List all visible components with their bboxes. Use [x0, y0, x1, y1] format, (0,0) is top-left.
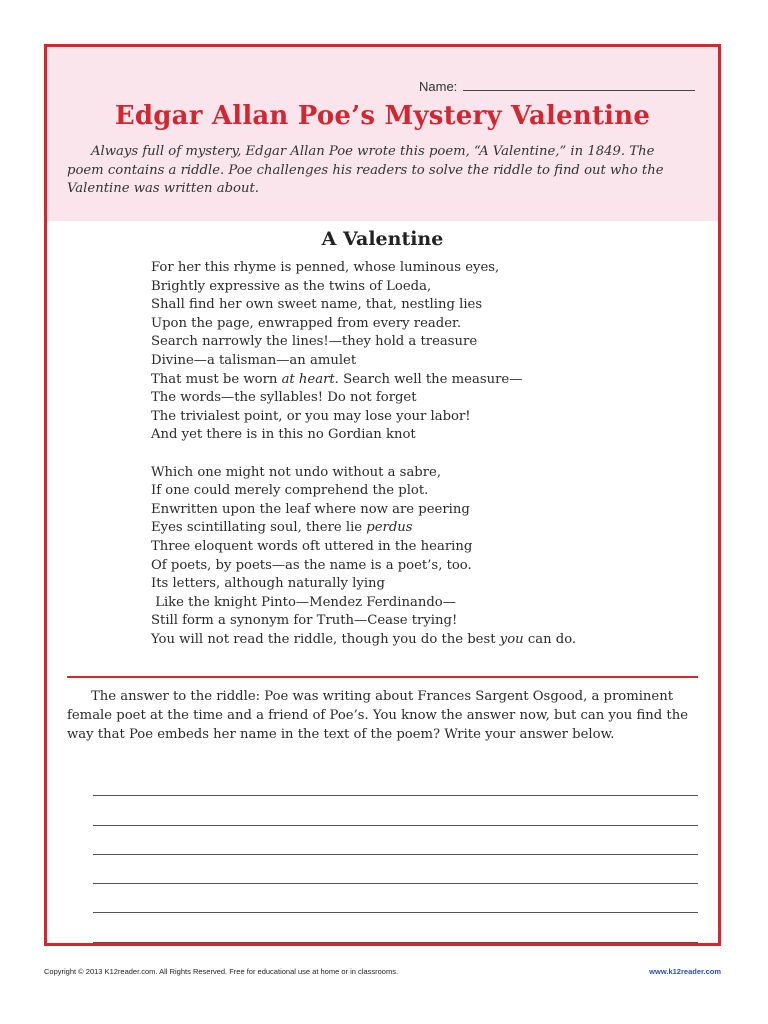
intro-paragraph: Always full of mystery, Edgar Allan Poe wrote this poem, “A Valentine,” in 1849. The poem contains a riddle. Poe challenges his readers to solve the riddle to find out who the Valentine was written about.	[67, 144, 664, 196]
website-link[interactable]: www.k12reader.com	[649, 967, 721, 976]
name-label: Name:	[419, 79, 458, 94]
poem-line: Shall find her own sweet name, that, nestling lies	[151, 297, 483, 313]
writing-line[interactable]	[93, 767, 698, 796]
poem-body	[151, 259, 671, 649]
poem-line: Search narrowly the lines!—they hold a treasure	[151, 334, 478, 350]
poem-line-text: Search well the measure—	[338, 371, 523, 387]
stanza-gap	[151, 445, 671, 464]
poem-emphasis: perdus	[366, 520, 413, 536]
page-title: Edgar Allan Poe’s Mystery Valentine	[114, 101, 651, 131]
poem-line: Divine—a talisman—an amulet	[151, 352, 357, 368]
poem-line: Brightly expressive as the twins of Loeda,	[151, 278, 432, 294]
section-divider	[67, 676, 698, 678]
poem-line: Upon the page, enwrapped from every reader.	[151, 315, 462, 331]
writing-line[interactable]	[93, 884, 698, 913]
poem-line-text: That must be worn	[151, 371, 282, 387]
poem-line: Of poets, by poets—as the name is a poet’s, too.	[151, 557, 472, 573]
poem-emphasis: at heart.	[281, 371, 339, 387]
answer-writing-lines	[93, 767, 698, 943]
answer-paragraph: The answer to the riddle: Poe was writing about Frances Sargent Osgood, a prominent female poet at the time and a friend of Poe’s. You know the answer now, but can you find the way that Poe embeds her name in the text of the poem? Write your answer below.	[67, 689, 689, 742]
poem-line: The trivialest point, or you may lose your labor!	[151, 408, 471, 424]
writing-line[interactable]	[93, 826, 698, 855]
writing-line[interactable]	[93, 855, 698, 884]
poem-line: Like the knight Pinto—Mendez Ferdinando—	[151, 594, 456, 610]
writing-line[interactable]	[93, 913, 698, 942]
name-blank-line[interactable]	[463, 79, 695, 91]
name-field	[419, 79, 695, 94]
poem-line: The words—the syllables! Do not forget	[151, 390, 417, 406]
poem-line: Its letters, although naturally lying	[151, 576, 385, 592]
poem-line	[151, 631, 671, 650]
poem-emphasis: you	[499, 631, 524, 647]
copyright-notice: Copyright © 2013 K12reader.com. All Rights Reserved. Free for educational use at home or in classrooms.	[44, 967, 399, 976]
poem-line	[151, 519, 671, 538]
poem-line: Three eloquent words oft uttered in the hearing	[151, 538, 473, 554]
worksheet-frame	[44, 44, 721, 946]
poem-line: Still form a synonym for Truth—Cease trying!	[151, 613, 458, 629]
poem-line-text: You will not read the riddle, though you do the best	[151, 631, 500, 647]
poem-line: And yet there is in this no Gordian knot	[151, 427, 416, 443]
poem-line	[151, 371, 671, 390]
header-panel	[47, 47, 718, 221]
poem-line: If one could merely comprehend the plot.	[151, 483, 429, 499]
poem-line-text: Eyes scintillating soul, there lie	[151, 520, 367, 536]
poem-line: Enwritten upon the leaf where now are peering	[151, 501, 470, 517]
poem-line: Which one might not undo without a sabre,	[151, 464, 442, 480]
poem-title: A Valentine	[321, 228, 444, 250]
poem-line: For her this rhyme is penned, whose luminous eyes,	[151, 260, 500, 275]
poem-line-text: can do.	[523, 631, 577, 647]
writing-line[interactable]	[93, 796, 698, 825]
